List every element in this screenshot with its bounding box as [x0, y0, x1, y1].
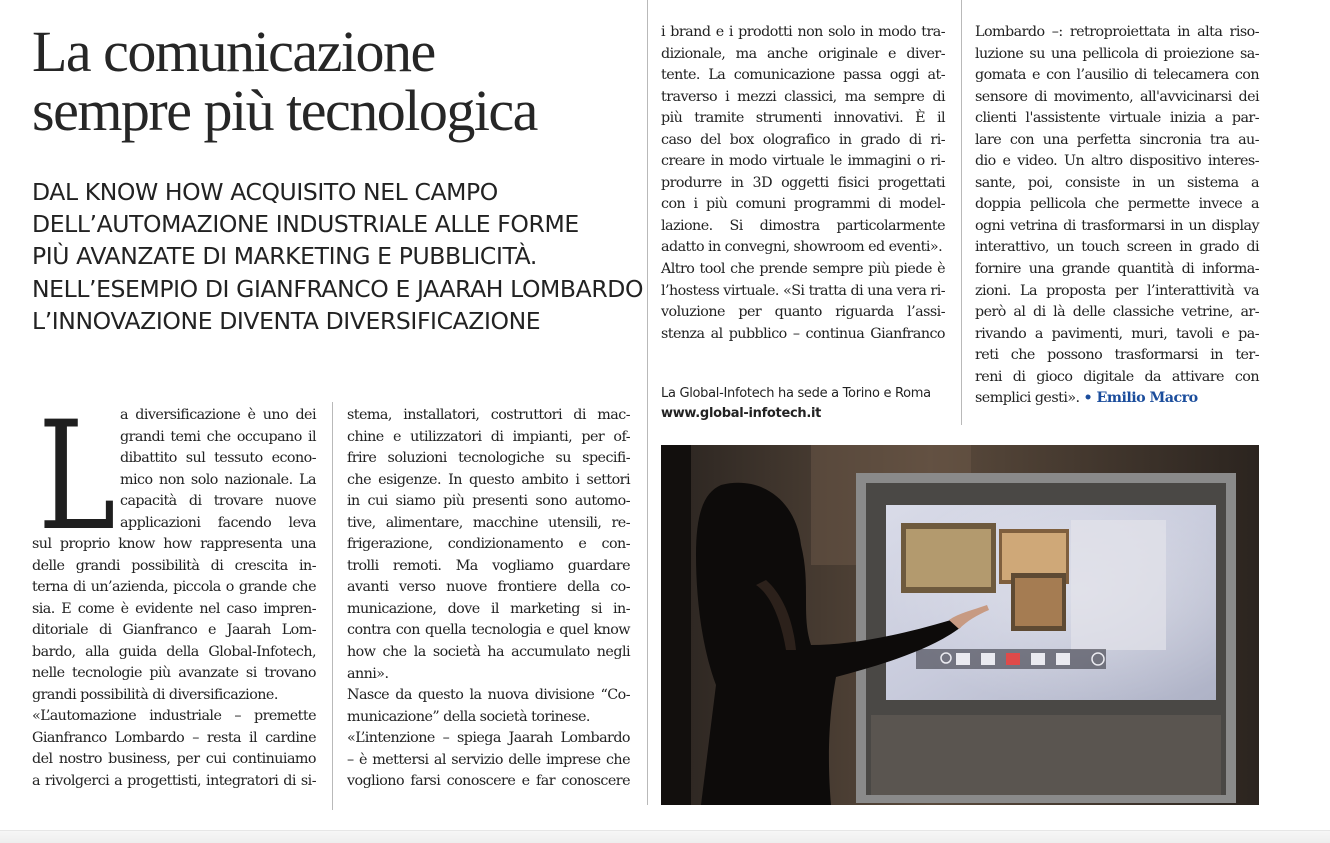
text-column-2	[347, 405, 630, 793]
text-line: mico non solo nazionale. La	[120, 471, 316, 488]
page-footer-band	[0, 830, 1330, 843]
text-line: delle grandi possibilità di crescita in-	[32, 557, 316, 574]
text-line: vogliono farsi conoscere e far conoscere	[347, 773, 630, 790]
title-line-2: sempre più tecnologica	[32, 78, 537, 143]
text-line: clienti l'assistente virtuale inizia a par-	[975, 110, 1259, 127]
text-line: – è mettersi al servizio delle imprese che	[347, 751, 630, 768]
text-line: bardo, alla guida della Global-Infotech,	[32, 643, 316, 660]
column-rule	[332, 402, 333, 810]
subtitle-line: PIÙ AVANZATE DI MARKETING E PUBBLICITÀ.	[32, 242, 537, 271]
text-line: i brand e i prodotti non solo in modo tra-	[661, 24, 945, 40]
text-line: contra con quella tecnologia e quel know	[347, 622, 630, 639]
article-title	[32, 19, 642, 143]
column-rule	[647, 0, 648, 805]
text-line: doppia pellicola che permette invece a	[975, 196, 1259, 213]
text-column-4	[975, 22, 1259, 410]
text-line: in cui siamo più presenti sono automo-	[347, 493, 630, 510]
text-line: avanti verso nuove frontiere della co-	[347, 579, 630, 596]
text-line: che esigenze. In questo ambito i settori	[347, 471, 630, 488]
text-column-3	[661, 22, 945, 345]
text-line: ditoriale di Gianfranco e Jaarah Lom-	[32, 622, 316, 639]
text-line-end: semplici gesti».	[975, 390, 1084, 407]
text-line: fornire una grande quantità di informa-	[975, 261, 1259, 278]
subtitle-line: NELL’ESEMPIO DI GIANFRANCO E JAARAH LOMBARDO	[32, 274, 644, 303]
text-line: terna di un’azienda, piccola o grande che	[32, 579, 316, 596]
author-byline: • Emilio Macro	[1083, 390, 1198, 407]
text-line: stema, installatori, costruttori di mac-	[347, 407, 630, 423]
text-line: però al di là delle classiche vetrine, ar-	[975, 304, 1259, 321]
text-line: anni».	[347, 665, 389, 682]
text-line: caso del box olografico in grado di ri-	[661, 131, 945, 148]
text-line: traverso i mezzi classici, ma sempre di	[661, 88, 945, 105]
text-line-final	[975, 388, 1259, 410]
text-line: applicazioni facendo leva	[120, 514, 316, 531]
text-line: «L’intenzione – spiega Jaarah Lombardo	[347, 730, 630, 747]
text-column-1-lower	[32, 534, 316, 793]
text-line: Altro tool che prende sempre più piede è	[661, 261, 945, 278]
caption-text: La Global-Infotech ha sede a Torino e Roma	[661, 386, 931, 401]
text-line: lare con una perfetta sincronia tra au-	[975, 131, 1259, 148]
text-line: reti che possono trasformarsi in ter-	[975, 347, 1259, 364]
text-line: dizionale, ma anche originale e diver-	[661, 45, 945, 62]
text-line: stenza al pubblico – continua Gianfranco	[661, 325, 945, 342]
text-line: trolli remoti. Ma vogliamo guardare	[347, 557, 630, 574]
text-line: con i più comuni programmi di model-	[661, 196, 945, 213]
photo-caption	[661, 384, 931, 424]
text-line: tive, alimentare, macchine utensili, re-	[347, 514, 630, 531]
text-line: «L’automazione industriale – premette	[32, 708, 316, 725]
text-line: a rivolgerci a progettisti, integratori di si-	[32, 773, 316, 790]
text-line: Gianfranco Lombardo – resta il cardine	[32, 729, 316, 746]
text-line: sul proprio know how rappresenta una	[32, 536, 316, 552]
text-line: municazione, dove il marketing si in-	[347, 600, 630, 617]
text-line: frigerazione, condizionamento e con-	[347, 536, 630, 553]
subtitle-line: DAL KNOW HOW ACQUISITO NEL CAMPO	[32, 178, 498, 206]
text-line: municazione” della società torinese.	[347, 708, 590, 725]
text-line: sia. E come è evidente nel caso impren-	[32, 600, 316, 617]
text-line: voluzione per quanto riguarda l’assi-	[661, 304, 945, 321]
text-column-1	[120, 405, 316, 534]
title-line-1: La comunicazione	[32, 19, 435, 84]
text-line: del nostro business, per cui continuiamo	[32, 751, 316, 768]
article-photo	[661, 445, 1259, 805]
text-line: grandi possibilità di diversificazione.	[32, 686, 278, 703]
text-line: capacità di trovare nuove	[120, 493, 316, 510]
text-line: chine e utilizzatori di impianti, per of-	[347, 428, 630, 445]
text-line: a diversificazione è uno dei	[120, 407, 316, 423]
article-subtitle	[32, 176, 647, 337]
text-line: sante, poi, consiste in un sistema a	[975, 174, 1259, 191]
text-line: sensore di movimento, all'avvicinarsi dei	[975, 88, 1259, 105]
text-line: zioni. La proposta per l’interattività va	[975, 282, 1259, 299]
text-line: frire soluzioni tecnologiche su specifi-	[347, 450, 630, 467]
text-line: produrre in 3D oggetti fisici progettati	[661, 174, 945, 191]
text-line: grandi temi che occupano il	[120, 428, 316, 445]
text-line: ogni vetrina di trasformarsi in un display	[975, 217, 1259, 234]
caption-url: www.global-infotech.it	[661, 406, 822, 421]
text-line: dibattito sul tessuto econo-	[120, 450, 316, 467]
photo-touchscreen-illustration	[661, 445, 1259, 805]
subtitle-line: DELL’AUTOMAZIONE INDUSTRIALE ALLE FORME	[32, 210, 579, 239]
text-line: più tramite strumenti innovativi. È il	[661, 110, 945, 127]
text-line: reni di gioco digitale da attivare con	[975, 368, 1259, 385]
text-line: Nasce da questo la nuova divisione “Co-	[347, 687, 630, 704]
text-line: lazione. Si dimostra particolarmente	[661, 217, 945, 234]
text-line: rivando a pavimenti, muri, tavoli e pa-	[975, 325, 1259, 342]
text-line: l’hostess virtuale. «Si tratta di una vera ri-	[661, 282, 945, 299]
drop-cap: L	[38, 390, 116, 564]
text-line: interattivo, un touch screen in grado di	[975, 239, 1259, 256]
text-line: creare in modo virtuale le immagini o ri-	[661, 153, 945, 170]
column-rule	[961, 0, 962, 425]
text-line: adatto in convegni, showroom ed eventi».	[661, 239, 943, 256]
text-line: how che la società ha accumulato negli	[347, 644, 630, 661]
text-line: luzione su una pellicola di proiezione sa-	[975, 45, 1259, 62]
text-line: tente. La comunicazione passa oggi at-	[661, 67, 945, 84]
text-line: nelle tecnologie più avanzate si trovano	[32, 665, 316, 682]
text-line: gomata e con l’ausilio di telecamera con	[975, 67, 1259, 84]
subtitle-line: L’INNOVAZIONE DIVENTA DIVERSIFICAZIONE	[32, 306, 541, 335]
text-line: Lombardo –: retroproiettata in alta riso-	[975, 24, 1259, 40]
text-line: dio e video. Un altro dispositivo interes-	[975, 153, 1259, 170]
